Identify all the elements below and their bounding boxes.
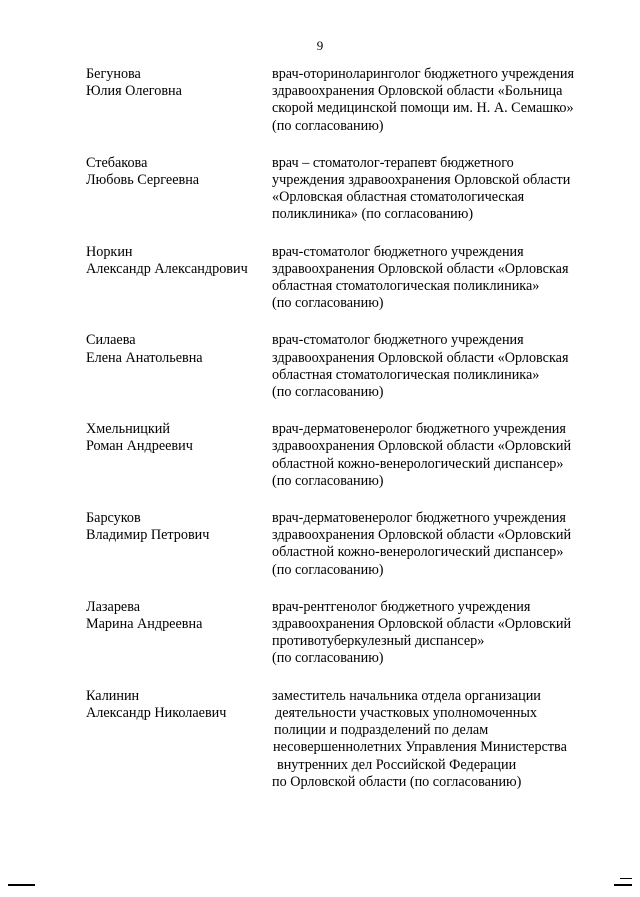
member-position	[272, 421, 606, 490]
given-names: Владимир Петрович	[86, 527, 210, 544]
position-line: здравоохранения Орловской области «Больница	[272, 83, 563, 100]
position-line: (по согласованию)	[272, 472, 384, 489]
scan-margin-mark-left	[8, 884, 35, 886]
member-position	[272, 688, 606, 791]
surname: Калинин	[86, 687, 140, 704]
position-line: «Орловская областная стоматологическая	[272, 189, 525, 206]
position-line: здравоохранения Орловской области «Орловская	[272, 260, 569, 277]
position-line: поликлиника» (по согласованию)	[272, 206, 474, 223]
surname: Хмельницкий	[86, 421, 170, 438]
member-entry-1	[86, 66, 606, 135]
given-names: Александр Николаевич	[86, 704, 227, 721]
position-line: (по согласованию)	[272, 384, 384, 401]
position-line: внутренних дел Российской Федерации	[277, 756, 517, 773]
position-line: деятельности участковых уполномоченных	[275, 704, 537, 721]
given-names: Юлия Олеговна	[86, 83, 182, 100]
position-line: областной кожно-венерологический диспансер»	[272, 544, 564, 561]
member-name	[86, 332, 272, 401]
position-line: областная стоматологическая поликлиника»	[272, 366, 540, 383]
position-line: по Орловской области (по согласованию)	[272, 773, 522, 790]
position-line: учреждения здравоохранения Орловской области	[272, 172, 571, 189]
member-position	[272, 599, 606, 668]
surname: Стебакова	[86, 154, 148, 171]
position-line: (по согласованию)	[272, 650, 384, 667]
member-name	[86, 421, 272, 490]
member-name	[86, 244, 272, 313]
position-line: областной кожно-венерологический диспансер»	[272, 455, 564, 472]
position-line: (по согласованию)	[272, 561, 384, 578]
surname: Норкин	[86, 243, 133, 260]
member-entry-3	[86, 244, 606, 313]
member-name	[86, 688, 272, 791]
member-name	[86, 510, 272, 579]
position-line: врач-дерматовенеролог бюджетного учреждения	[272, 421, 566, 438]
given-names: Александр Александрович	[86, 260, 248, 277]
member-entry-2	[86, 155, 606, 224]
position-line: (по согласованию)	[272, 295, 384, 312]
position-line: областная стоматологическая поликлиника»	[272, 278, 540, 295]
position-line: врач – стоматолог-терапевт бюджетного	[272, 154, 514, 171]
member-entry-5	[86, 421, 606, 490]
member-entry-7	[86, 599, 606, 668]
position-line: врач-стоматолог бюджетного учреждения	[272, 332, 524, 349]
position-line: противотуберкулезный диспансер»	[272, 633, 485, 650]
surname: Лазарева	[86, 598, 141, 615]
position-line: здравоохранения Орловской области «Орловский	[272, 527, 572, 544]
surname: Барсуков	[86, 510, 141, 527]
given-names: Роман Андреевич	[86, 438, 193, 455]
position-line: врач-рентгенолог бюджетного учреждения	[272, 598, 531, 615]
position-line: (по согласованию)	[272, 117, 384, 134]
position-line: врач-стоматолог бюджетного учреждения	[272, 243, 524, 260]
position-line: врач-дерматовенеролог бюджетного учреждения	[272, 510, 566, 527]
surname: Силаева	[86, 332, 136, 349]
position-line: несовершеннолетних Управления Министерства	[273, 739, 567, 756]
position-line: скорой медицинской помощи им. Н. А. Семашко»	[272, 100, 574, 117]
given-names: Марина Андреевна	[86, 616, 203, 633]
position-line: заместитель начальника отдела организации	[272, 687, 541, 704]
member-position	[272, 332, 606, 401]
surname: Бегунова	[86, 66, 141, 82]
member-position	[272, 155, 606, 224]
member-name	[86, 155, 272, 224]
position-line: врач-оториноларинголог бюджетного учреждения	[272, 66, 575, 82]
position-line: здравоохранения Орловской области «Орловский	[272, 616, 572, 633]
member-name	[86, 599, 272, 668]
page-number: 9	[316, 38, 324, 53]
position-line: полиции и подразделений по делам	[274, 722, 489, 739]
given-names: Любовь Сергеевна	[86, 172, 200, 189]
position-line: здравоохранения Орловской области «Орловский	[272, 438, 572, 455]
scan-margin-mark-right-upper	[620, 878, 632, 879]
position-line: здравоохранения Орловской области «Орловская	[272, 349, 569, 366]
member-name	[86, 66, 272, 135]
scan-margin-mark-right	[614, 884, 632, 886]
member-position	[272, 244, 606, 313]
member-entry-4	[86, 332, 606, 401]
member-entry-8	[86, 688, 606, 791]
member-entry-6	[86, 510, 606, 579]
member-position	[272, 510, 606, 579]
member-list	[86, 66, 606, 811]
member-position	[272, 66, 606, 135]
given-names: Елена Анатольевна	[86, 349, 203, 366]
